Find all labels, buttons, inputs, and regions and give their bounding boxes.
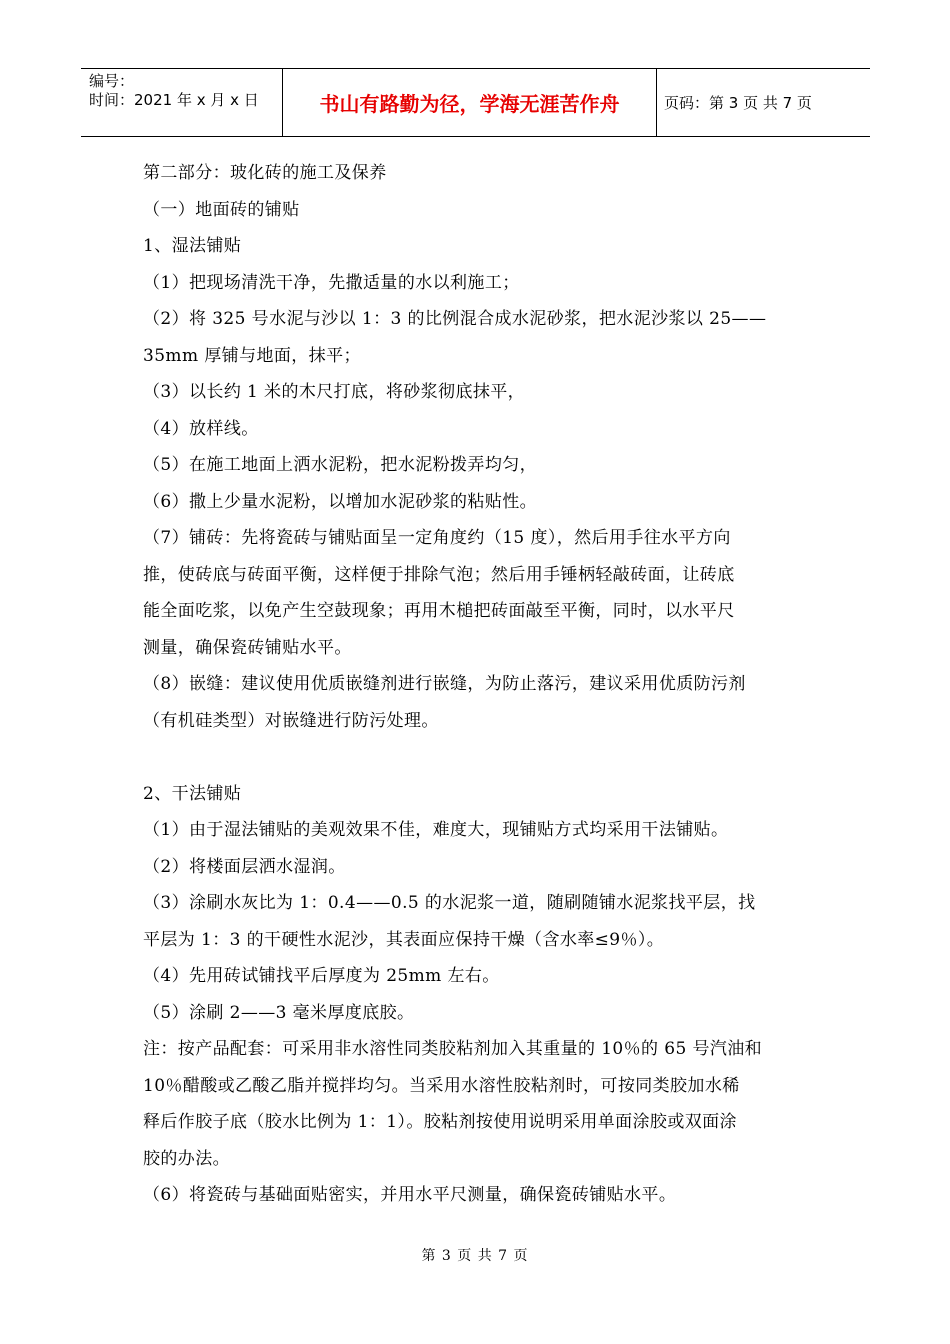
body-line: （5）在施工地面上洒水泥粉，把水泥粉拨弄均匀， [143, 455, 538, 475]
body-line: （6）撒上少量水泥粉，以增加水泥砂浆的粘贴性。 [143, 491, 538, 512]
body-line: 平层为 1：3 的干硬性水泥沙，其表面应保持干燥（含水率≤9％）。 [143, 929, 665, 950]
header-motto: 书山有路勤为径，学海无涯苦作舟 [319, 92, 620, 116]
header-page-info: 页码：第 3 页 共 7 页 [664, 94, 812, 112]
body-line: 测量，确保瓷砖铺贴水平。 [143, 637, 352, 658]
body-line: （7）铺砖：先将瓷砖与铺贴面呈一定角度约（15 度），然后用手往水平方向 [143, 528, 731, 548]
body-line: （4）先用砖试铺找平后厚度为 25mm 左右。 [143, 966, 500, 986]
body-line: （1）由于湿法铺贴的美观效果不佳，难度大，现铺贴方式均采用干法铺贴。 [143, 820, 729, 840]
method-heading: 2、干法铺贴 [143, 783, 242, 804]
body-line: （3）涂刷水灰比为 1：0.4——0.5 的水泥浆一道，随刷随铺水泥浆找平层，找 [143, 893, 756, 913]
note-line: 释后作胶子底（胶水比例为 1：1）。胶粘剂按使用说明采用单面涂胶或双面涂 [143, 1112, 737, 1132]
subsection-heading: （一）地面砖的铺贴 [143, 199, 300, 220]
body-line: 能全面吃浆，以免产生空鼓现象；再用木槌把砖面敲至平衡，同时，以水平尺 [143, 601, 735, 621]
page-footer: 第 3 页 共 7 页 [421, 1248, 529, 1264]
header-page-cell [657, 69, 870, 136]
note-line: 10％醋酸或乙酸乙脂并搅拌均匀。当采用水溶性胶粘剂时，可按同类胶加水稀 [143, 1075, 740, 1096]
body-line: （有机硅类型）对嵌缝进行防污处理。 [143, 710, 439, 731]
body-line: （8）嵌缝：建议使用优质嵌缝剂进行嵌缝，为防止落污，建议采用优质防污剂 [143, 674, 746, 694]
body-line: （4）放样线。 [143, 418, 259, 439]
header-meta-cell [81, 69, 283, 136]
section-title: 第二部分：玻化砖的施工及保养 [143, 163, 387, 183]
blank-line [143, 739, 813, 776]
header-motto-cell [283, 69, 657, 136]
body-line: （2）将 325 号水泥与沙以 1：3 的比例混合成水泥砂浆，把水泥沙浆以 25—— [143, 309, 767, 329]
document-code-label: 编号： [89, 72, 135, 90]
method-heading: 1、湿法铺贴 [143, 236, 242, 256]
note-line: 注：按产品配套：可采用非水溶性同类胶粘剂加入其重量的 10％的 65 号汽油和 [143, 1039, 763, 1059]
document-date: 时间：2021 年 x 月 x 日 [89, 91, 259, 109]
body-line: （5）涂刷 2——3 毫米厚度底胶。 [143, 1002, 415, 1023]
body-line: 推，使砖底与砖面平衡，这样便于排除气泡；然后用手锤柄轻敲砖面，让砖底 [143, 564, 735, 585]
body-line: （1）把现场清洗干净，先撒适量的水以利施工； [143, 272, 520, 293]
body-line: （3）以长约 1 米的木尺打底，将砂浆彻底抹平， [143, 382, 526, 402]
body-line: （6）将瓷砖与基础面贴密实，并用水平尺测量，确保瓷砖铺贴水平。 [143, 1185, 677, 1205]
body-line: 35mm 厚铺与地面，抹平； [143, 345, 361, 366]
page-header [81, 68, 870, 137]
note-line: 胶的办法。 [143, 1148, 230, 1169]
body-line: （2）将楼面层洒水湿润。 [143, 856, 346, 877]
document-body [143, 155, 813, 1214]
